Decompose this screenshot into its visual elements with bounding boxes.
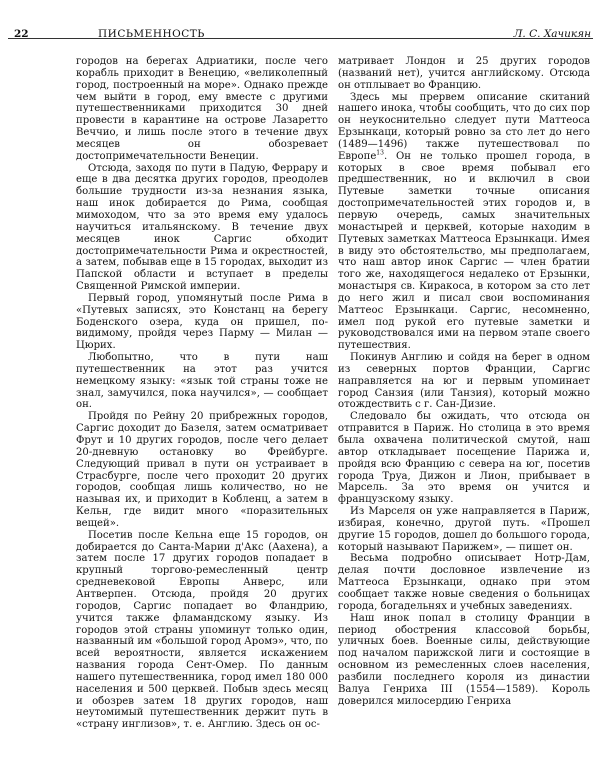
paragraph: Следовало бы ожидать, что отсюда он отправится в Париж. Но столица в это время была охвачена политической смутой, наш автор откладывает посещение Парижа и, пройдя всю Францию с севера на юг, посетив города Труа, Дижон и Лион, прибывает в Марсель. За это время он учится и французскому языку. — [338, 411, 590, 506]
paragraph: Весьма подробно описывает Нотр-Дам, делая почти дословное извлечение из Маттеоса Ерзынкаци, однако при этом сообщает также новые сведения о больницах города, богадельнях и учебных заведениях. — [338, 553, 590, 612]
paragraph: Из Марселя он уже направляется в Париж, избирая, конечно, другой путь. «Прошел другие 15 городов, дошел до большого города, который называют Парижем», — пишет он. — [338, 506, 590, 553]
paragraph: Отсюда, заходя по пути в Падую, Феррару и еще в два десятка других городов, преодолев большие трудности из-за незнания языка, наш инок добирается до Рима, сообщая мимоходом, что за это время ему удалось научиться итальянскому. В течение двух месяцев инок Саргис обходит достопримечательности Рима и окрестностей, а затем, побывав еще в 15 городах, выходит из Папской области и вступает в пределы Священной Римской империи. — [76, 162, 328, 293]
paragraph: Первый город, упомянутый после Рима в «Путевых записях, это Констанц на берегу Боденского озера, куда он пришел, по-видимому, пройдя через Парму — Милан — Цюрих. — [76, 292, 328, 352]
running-title: ПИСЬМЕННОСТЬ — [98, 28, 205, 40]
paragraph-text: Он не только прошел города, в которых в свое время побывал его предшественник, но и включил в свои Путевые заметки точные описания достопримечательностей этих городов и, в первую очередь, самых значительных монастырей и церквей, которые находим в Путевых заметках Маттеоса Ерзынкаци. Имея в виду это обстоятельство, мы предполагаем, что наш автор инок Саргис — член братии того же, находящегося недалеко от Ерзынки, монастыря св. Киракоса, в котором за сто лет до него жил и писал свои воспоминания Маттеос Ерзынкаци. Саргис, несомненно, имел под рукой его путевые заметки и руководствовался ими на первом этапе своего путешествия. — [338, 150, 591, 352]
running-author: Л. С. Хачикян — [513, 28, 591, 40]
page-number: 22 — [14, 28, 29, 40]
paragraph: Здесь мы прервем описание скитаний нашего инока, чтобы сообщить, что до сих пор он неукоснительно следует пути Маттеоса Ерзынкаци, который ровно за сто лет до него (1489—1496) также путешествовал по Европе$^{13}$. Он не только прошел города, в которых в свое время побывал его предшественник, но и включил в свои Путевые заметки точные описания достопримечательностей этих городов и, в первую очередь, самых значительных монастырей и церквей, которые находим в Путевых заметках Маттеоса Ерзынкаци. Имея в виду это обстоятельство, мы предполагаем, что наш автор инок Саргис — член братии того же, находящегося недалеко от Ерзынки, монастыря св. Киракоса, в котором за сто лет до него жил и писал свои воспоминания Маттеос Ерзынкаци. Саргис, несомненно, имел под рукой его путевые заметки и руководствовался ими на первом этапе своего путешествия. — [338, 91, 591, 352]
right-column — [338, 56, 590, 707]
footnote-reference[interactable]: 13 — [376, 149, 384, 157]
paragraph: Посетив после Кельна еще 15 городов, он добирается до Санта-Марии д'Акс (Аахена), а затем после 17 других городов попадает в крупный торгово-ремесленный центр средневековой Европы Анверс, или Антверпен. Отсюда, пройдя 20 других городов, Саргис попадает во Фландрию, учится также фламандскому языку. Из городов этой страны упоминут только один, названный им «большой город Аромэ», что, по всей вероятности, является искажением названия города Сент-Омер. По данным нашего путешественника, город имел 180 000 населения и 500 церквей. Побыв здесь месяц и обозрев затем 18 других городов, наш неутомимый путешественник держит путь в «страну инглизов», т. е. Англию. Здесь он ос- — [76, 529, 328, 731]
paragraph: матривает Лондон и 25 других городов (названий нет), учится английскому. Отсюда он отплывает во Францию. — [338, 56, 590, 91]
paragraph: Наш инок попал в столицу Франции в период обострения классовой борьбы, уличных боев. Военные силы, действующие под началом парижской лиги и состоящие в основном из ремесленных слоев населения, разбили последнего короля из династии Валуа Генриха III (1554—1589). Король доверился милосердию Генриха — [338, 612, 590, 707]
paragraph: Пройдя по Рейну 20 прибрежных городов, Саргис доходит до Базеля, затем осматривает Фрут и 10 других городов, после чего делает 20-дневную остановку во Фрейбурге. Следующий привал в пути он устраивает в Страсбурге, после чего проходит 20 других городов, сообщая лишь количество, но не называя их, и приходит в Кобленц, а затем в Кельн, где видит много «поразительных вещей». — [76, 411, 328, 529]
left-column — [76, 56, 328, 731]
paragraph-text: Здесь мы прервем описание скитаний нашего инока, чтобы сообщить, что до сих пор он неукоснительно следует пути Маттеоса Ерзынкаци, который ровно за сто лет до него (1489—1496) также путешествовал по Европе — [338, 91, 590, 162]
paragraph: Покинув Англию и сойдя на берег в одном из северных портов Франции, Саргис направляется на юг и первым упоминает город Санзия (или Танзия), который можно отождествить с г. Сан-Дизие. — [338, 352, 590, 411]
paragraph: Любопытно, что в пути наш путешественник на этот раз учится немецкому языку: «язык той страны тоже не знал, замучился, пока научился», — сообщает он. — [76, 352, 328, 411]
page-header — [8, 12, 593, 39]
paragraph: городов на берегах Адриатики, после чего корабль приходит в Венецию, «великолепный город, построенный на море». Однако прежде чем выйти в город, ему вместе с другими путешественниками приходится 30 дней провести в карантине на острове Лазаретто Веччио, и лишь после этого в течение двух месяцев он обозревает достопримечательности Венеции. — [76, 56, 328, 162]
